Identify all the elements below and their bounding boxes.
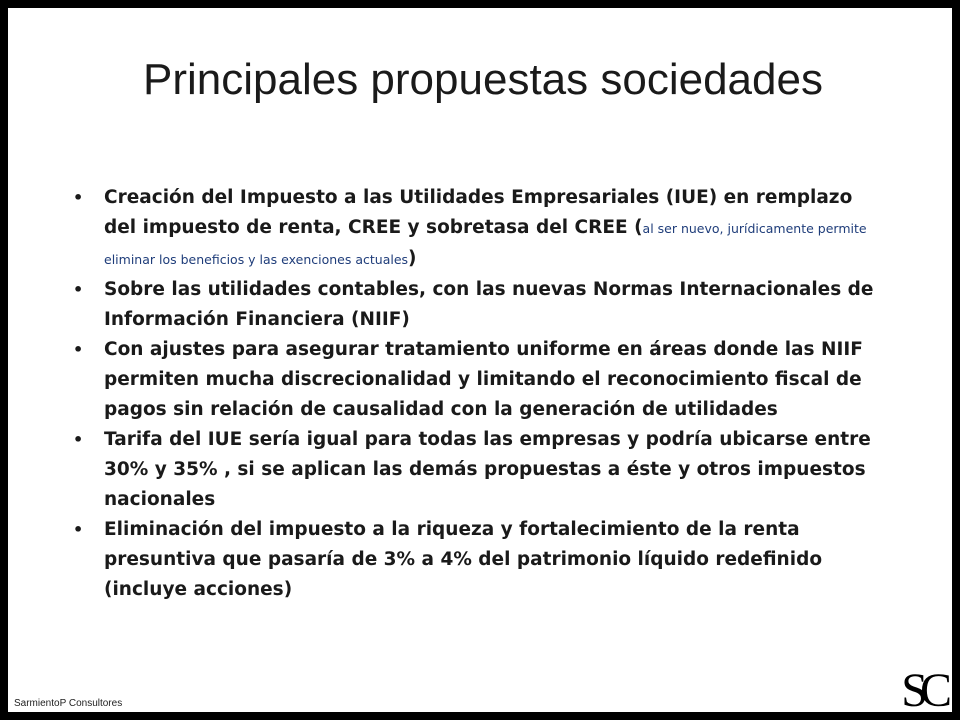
bullet-note: al ser nuevo, jurídicamente permite eliminar los beneficios y las exenciones actuales (104, 221, 867, 267)
bullet-text: Creación del Impuesto a las Utilidades Empresariales (IUE) en remplazo del impuesto de renta, CREE y sobretasa del CREE ( (104, 187, 853, 238)
bullet-dot-icon: • (73, 520, 84, 539)
bullet-dot-icon: • (73, 430, 84, 449)
bullet-item (70, 183, 890, 275)
bullet-text: Tarifa del IUE sería igual para todas las empresas y podría ubicarse entre 30% y 35% , si se aplican las demás propuestas a éste y otros impuestos nacionales (104, 429, 871, 510)
bullet-text: Sobre las utilidades contables, con las nuevas Normas Internacionales de Información Financiera (NIIF) (104, 279, 874, 330)
bullet-item (70, 335, 890, 425)
bullet-item (70, 275, 890, 335)
bullet-dot-icon: • (73, 188, 84, 207)
company-logo: SC (901, 664, 944, 712)
slide-title: Principales propuestas sociedades (143, 55, 823, 104)
bullet-list (70, 183, 890, 605)
bullet-text: Eliminación del impuesto a la riqueza y fortalecimiento de la renta presuntiva que pasaría de 3% a 4% del patrimonio líquido redefinido (incluye acciones) (104, 519, 823, 600)
slide (8, 8, 952, 712)
bullet-dot-icon: • (73, 280, 84, 299)
footer-company-name: SarmientoP Consultores (14, 698, 123, 709)
bullet-text: Con ajustes para asegurar tratamiento uniforme en áreas donde las NIIF permiten mucha discrecionalidad y limitando el reconocimiento fiscal de pagos sin relación de causalidad con la generación de utilidades (104, 339, 863, 420)
bullet-item (70, 515, 890, 605)
bullet-dot-icon: • (73, 340, 84, 359)
bullet-item (70, 425, 890, 515)
bullet-suffix: ) (408, 248, 417, 269)
